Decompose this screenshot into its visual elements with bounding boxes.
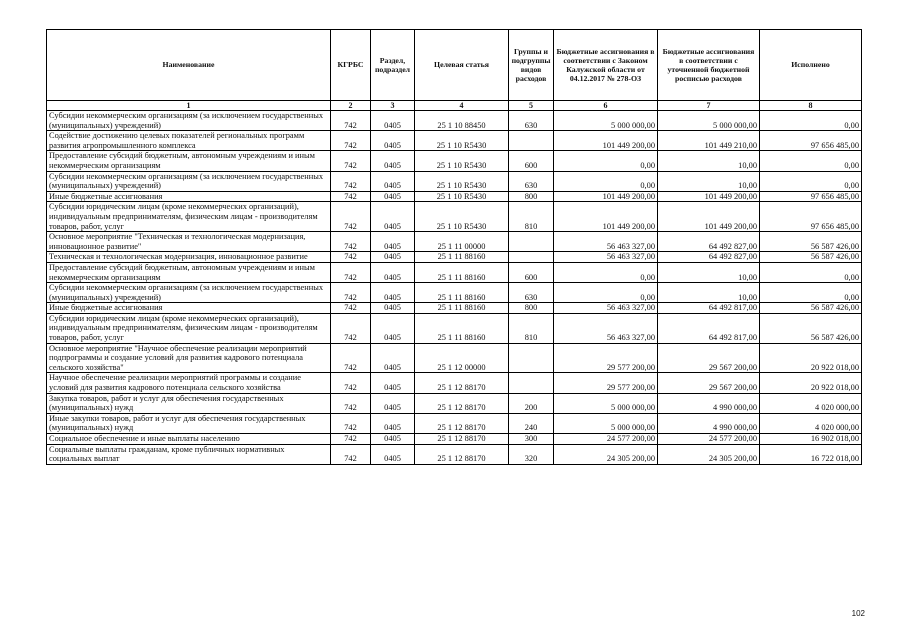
table-row	[47, 434, 862, 445]
cell-target-article: 25 1 10 R5430	[415, 171, 509, 191]
cell-law-allocations: 0,00	[554, 262, 658, 282]
table-row	[47, 151, 862, 171]
cell-executed: 16 722 018,00	[760, 444, 862, 464]
cell-executed: 97 656 485,00	[760, 191, 862, 202]
cell-kgrbs: 742	[331, 171, 371, 191]
cell-name: Субсидии некоммерческим организациям (за исключением государственных (муниципальных) учреждений)	[47, 111, 331, 131]
cell-target-article: 25 1 12 88170	[415, 444, 509, 464]
cell-target-article: 25 1 10 R5430	[415, 202, 509, 232]
cell-law-allocations: 101 449 200,00	[554, 191, 658, 202]
cell-section: 0405	[371, 303, 415, 314]
cell-law-allocations: 29 577 200,00	[554, 343, 658, 373]
cell-name: Субсидии некоммерческим организациям (за исключением государственных (муниципальных) учреждений)	[47, 171, 331, 191]
cell-target-article: 25 1 11 88160	[415, 303, 509, 314]
cell-kgrbs: 742	[331, 202, 371, 232]
cell-executed: 0,00	[760, 111, 862, 131]
cell-kgrbs: 742	[331, 303, 371, 314]
cell-section: 0405	[371, 413, 415, 433]
column-numbers-row	[47, 101, 862, 111]
cell-target-article: 25 1 10 R5430	[415, 151, 509, 171]
table-row	[47, 171, 862, 191]
cell-revised-allocations: 29 567 200,00	[658, 373, 760, 393]
cell-name: Закупка товаров, работ и услуг для обеспечения государственных (муниципальных) нужд	[47, 393, 331, 413]
cell-expense-group: 810	[509, 313, 554, 343]
cell-target-article: 25 1 11 00000	[415, 232, 509, 252]
cell-section: 0405	[371, 283, 415, 303]
cell-section: 0405	[371, 252, 415, 263]
cell-law-allocations: 0,00	[554, 171, 658, 191]
cell-executed: 0,00	[760, 171, 862, 191]
header-row	[47, 30, 862, 101]
cell-section: 0405	[371, 313, 415, 343]
cell-executed: 56 587 426,00	[760, 313, 862, 343]
cell-executed: 0,00	[760, 283, 862, 303]
cell-kgrbs: 742	[331, 111, 371, 131]
cell-law-allocations: 24 305 200,00	[554, 444, 658, 464]
cell-law-allocations: 101 449 200,00	[554, 131, 658, 151]
cell-executed: 16 902 018,00	[760, 434, 862, 445]
page-number: 102	[851, 609, 865, 618]
cell-executed: 0,00	[760, 151, 862, 171]
cell-name: Основное мероприятие "Научное обеспечение реализации мероприятий подпрограммы и создание условий для развития кадрового потенциала сельского хозяйства"	[47, 343, 331, 373]
cell-executed: 56 587 426,00	[760, 252, 862, 263]
cell-kgrbs: 742	[331, 313, 371, 343]
cell-name: Содействие достижению целевых показателей региональных программ развития агропромышленного комплекса	[47, 131, 331, 151]
cell-executed: 97 656 485,00	[760, 131, 862, 151]
cell-section: 0405	[371, 262, 415, 282]
cell-name: Техническая и технологическая модернизация, инновационное развитие	[47, 252, 331, 263]
column-number: 5	[509, 101, 554, 111]
column-number: 2	[331, 101, 371, 111]
cell-target-article: 25 1 11 88160	[415, 252, 509, 263]
cell-executed: 97 656 485,00	[760, 202, 862, 232]
table-row	[47, 393, 862, 413]
cell-law-allocations: 24 577 200,00	[554, 434, 658, 445]
cell-kgrbs: 742	[331, 283, 371, 303]
table-row	[47, 232, 862, 252]
cell-section: 0405	[371, 131, 415, 151]
cell-expense-group	[509, 373, 554, 393]
cell-target-article: 25 1 10 R5430	[415, 191, 509, 202]
cell-target-article: 25 1 10 88450	[415, 111, 509, 131]
cell-law-allocations: 5 000 000,00	[554, 413, 658, 433]
cell-revised-allocations: 4 990 000,00	[658, 413, 760, 433]
cell-section: 0405	[371, 191, 415, 202]
cell-revised-allocations: 64 492 827,00	[658, 232, 760, 252]
cell-revised-allocations: 10,00	[658, 151, 760, 171]
cell-expense-group: 800	[509, 191, 554, 202]
cell-revised-allocations: 64 492 817,00	[658, 313, 760, 343]
cell-revised-allocations: 24 577 200,00	[658, 434, 760, 445]
cell-expense-group: 800	[509, 303, 554, 314]
cell-revised-allocations: 64 492 817,00	[658, 303, 760, 314]
cell-law-allocations: 29 577 200,00	[554, 373, 658, 393]
cell-law-allocations: 56 463 327,00	[554, 303, 658, 314]
cell-section: 0405	[371, 343, 415, 373]
cell-revised-allocations: 101 449 210,00	[658, 131, 760, 151]
table-row	[47, 252, 862, 263]
cell-revised-allocations: 10,00	[658, 262, 760, 282]
table-row	[47, 262, 862, 282]
header-target-article: Целевая статья	[415, 30, 509, 101]
table-row	[47, 413, 862, 433]
cell-executed: 4 020 000,00	[760, 393, 862, 413]
cell-expense-group: 200	[509, 393, 554, 413]
cell-executed: 4 020 000,00	[760, 413, 862, 433]
cell-expense-group: 600	[509, 151, 554, 171]
column-number: 4	[415, 101, 509, 111]
cell-name: Иные закупки товаров, работ и услуг для обеспечения государственных (муниципальных) нужд	[47, 413, 331, 433]
cell-expense-group: 630	[509, 283, 554, 303]
cell-section: 0405	[371, 202, 415, 232]
cell-kgrbs: 742	[331, 191, 371, 202]
cell-kgrbs: 742	[331, 393, 371, 413]
cell-name: Социальное обеспечение и иные выплаты населению	[47, 434, 331, 445]
cell-kgrbs: 742	[331, 232, 371, 252]
cell-revised-allocations: 10,00	[658, 283, 760, 303]
budget-table	[46, 29, 862, 465]
cell-expense-group: 320	[509, 444, 554, 464]
cell-expense-group: 600	[509, 262, 554, 282]
table-row	[47, 131, 862, 151]
cell-executed: 56 587 426,00	[760, 303, 862, 314]
cell-target-article: 25 1 12 00000	[415, 343, 509, 373]
cell-target-article: 25 1 12 88170	[415, 413, 509, 433]
column-number: 7	[658, 101, 760, 111]
cell-section: 0405	[371, 171, 415, 191]
cell-expense-group: 810	[509, 202, 554, 232]
cell-kgrbs: 742	[331, 413, 371, 433]
table-row	[47, 343, 862, 373]
cell-law-allocations: 56 463 327,00	[554, 232, 658, 252]
cell-kgrbs: 742	[331, 444, 371, 464]
column-number: 8	[760, 101, 862, 111]
table-row	[47, 373, 862, 393]
cell-section: 0405	[371, 434, 415, 445]
header-revised-allocations: Бюджетные ассигнования в соответствии с уточненной бюджетной росписью расходов	[658, 30, 760, 101]
column-number: 3	[371, 101, 415, 111]
cell-law-allocations: 0,00	[554, 151, 658, 171]
cell-executed: 20 922 018,00	[760, 373, 862, 393]
cell-name: Субсидии юридическим лицам (кроме некоммерческих организаций), индивидуальным предпринимателям, физическим лицам - производителям товаров, работ, услуг	[47, 202, 331, 232]
table-row	[47, 313, 862, 343]
cell-target-article: 25 1 11 88160	[415, 262, 509, 282]
cell-revised-allocations: 101 449 200,00	[658, 202, 760, 232]
cell-section: 0405	[371, 151, 415, 171]
cell-target-article: 25 1 11 88160	[415, 283, 509, 303]
cell-executed: 56 587 426,00	[760, 232, 862, 252]
cell-revised-allocations: 29 567 200,00	[658, 343, 760, 373]
cell-section: 0405	[371, 373, 415, 393]
cell-section: 0405	[371, 393, 415, 413]
cell-expense-group	[509, 232, 554, 252]
cell-section: 0405	[371, 111, 415, 131]
cell-target-article: 25 1 10 R5430	[415, 131, 509, 151]
cell-kgrbs: 742	[331, 262, 371, 282]
header-law-allocations: Бюджетные ассигнования в соответствии с Законом Калужской области от 04.12.2017 № 278-ОЗ	[554, 30, 658, 101]
header-executed: Исполнено	[760, 30, 862, 101]
cell-name: Социальные выплаты гражданам, кроме публичных нормативных социальных выплат	[47, 444, 331, 464]
cell-expense-group: 630	[509, 171, 554, 191]
table-row	[47, 283, 862, 303]
cell-revised-allocations: 101 449 200,00	[658, 191, 760, 202]
header-kgrbs: КГРБС	[331, 30, 371, 101]
cell-name: Предоставление субсидий бюджетным, автономным учреждениям и иным некоммерческим организациям	[47, 151, 331, 171]
table-row	[47, 303, 862, 314]
header-section: Раздел, подраздел	[371, 30, 415, 101]
cell-target-article: 25 1 11 88160	[415, 313, 509, 343]
cell-law-allocations: 56 463 327,00	[554, 252, 658, 263]
table-body	[47, 111, 862, 465]
column-number: 6	[554, 101, 658, 111]
cell-section: 0405	[371, 444, 415, 464]
column-number: 1	[47, 101, 331, 111]
cell-expense-group	[509, 252, 554, 263]
cell-revised-allocations: 4 990 000,00	[658, 393, 760, 413]
table-row	[47, 202, 862, 232]
cell-kgrbs: 742	[331, 343, 371, 373]
cell-executed: 20 922 018,00	[760, 343, 862, 373]
cell-expense-group	[509, 343, 554, 373]
cell-target-article: 25 1 12 88170	[415, 434, 509, 445]
cell-name: Иные бюджетные ассигнования	[47, 303, 331, 314]
cell-kgrbs: 742	[331, 434, 371, 445]
cell-law-allocations: 101 449 200,00	[554, 202, 658, 232]
table-row	[47, 444, 862, 464]
cell-law-allocations: 5 000 000,00	[554, 111, 658, 131]
cell-target-article: 25 1 12 88170	[415, 393, 509, 413]
cell-target-article: 25 1 12 88170	[415, 373, 509, 393]
cell-expense-group: 300	[509, 434, 554, 445]
cell-name: Иные бюджетные ассигнования	[47, 191, 331, 202]
cell-revised-allocations: 10,00	[658, 171, 760, 191]
cell-name: Субсидии юридическим лицам (кроме некоммерческих организаций), индивидуальным предпринимателям, физическим лицам - производителям товаров, работ, услуг	[47, 313, 331, 343]
cell-expense-group: 240	[509, 413, 554, 433]
cell-executed: 0,00	[760, 262, 862, 282]
cell-revised-allocations: 64 492 827,00	[658, 252, 760, 263]
table-row	[47, 191, 862, 202]
cell-revised-allocations: 5 000 000,00	[658, 111, 760, 131]
cell-expense-group: 630	[509, 111, 554, 131]
cell-law-allocations: 5 000 000,00	[554, 393, 658, 413]
header-expense-group: Группы и подгруппы видов расходов	[509, 30, 554, 101]
cell-section: 0405	[371, 232, 415, 252]
cell-kgrbs: 742	[331, 373, 371, 393]
cell-name: Субсидии некоммерческим организациям (за исключением государственных (муниципальных) учреждений)	[47, 283, 331, 303]
cell-name: Предоставление субсидий бюджетным, автономным учреждениям и иным некоммерческим организациям	[47, 262, 331, 282]
cell-law-allocations: 0,00	[554, 283, 658, 303]
header-name: Наименование	[47, 30, 331, 101]
cell-revised-allocations: 24 305 200,00	[658, 444, 760, 464]
cell-kgrbs: 742	[331, 151, 371, 171]
cell-name: Научное обеспечение реализации мероприятий программы и создание условий для развития кадрового потенциала сельского хозяйства	[47, 373, 331, 393]
table-row	[47, 111, 862, 131]
cell-name: Основное мероприятие "Техническая и технологическая модернизация, инновационное развитие"	[47, 232, 331, 252]
cell-expense-group	[509, 131, 554, 151]
cell-kgrbs: 742	[331, 131, 371, 151]
cell-kgrbs: 742	[331, 252, 371, 263]
cell-law-allocations: 56 463 327,00	[554, 313, 658, 343]
